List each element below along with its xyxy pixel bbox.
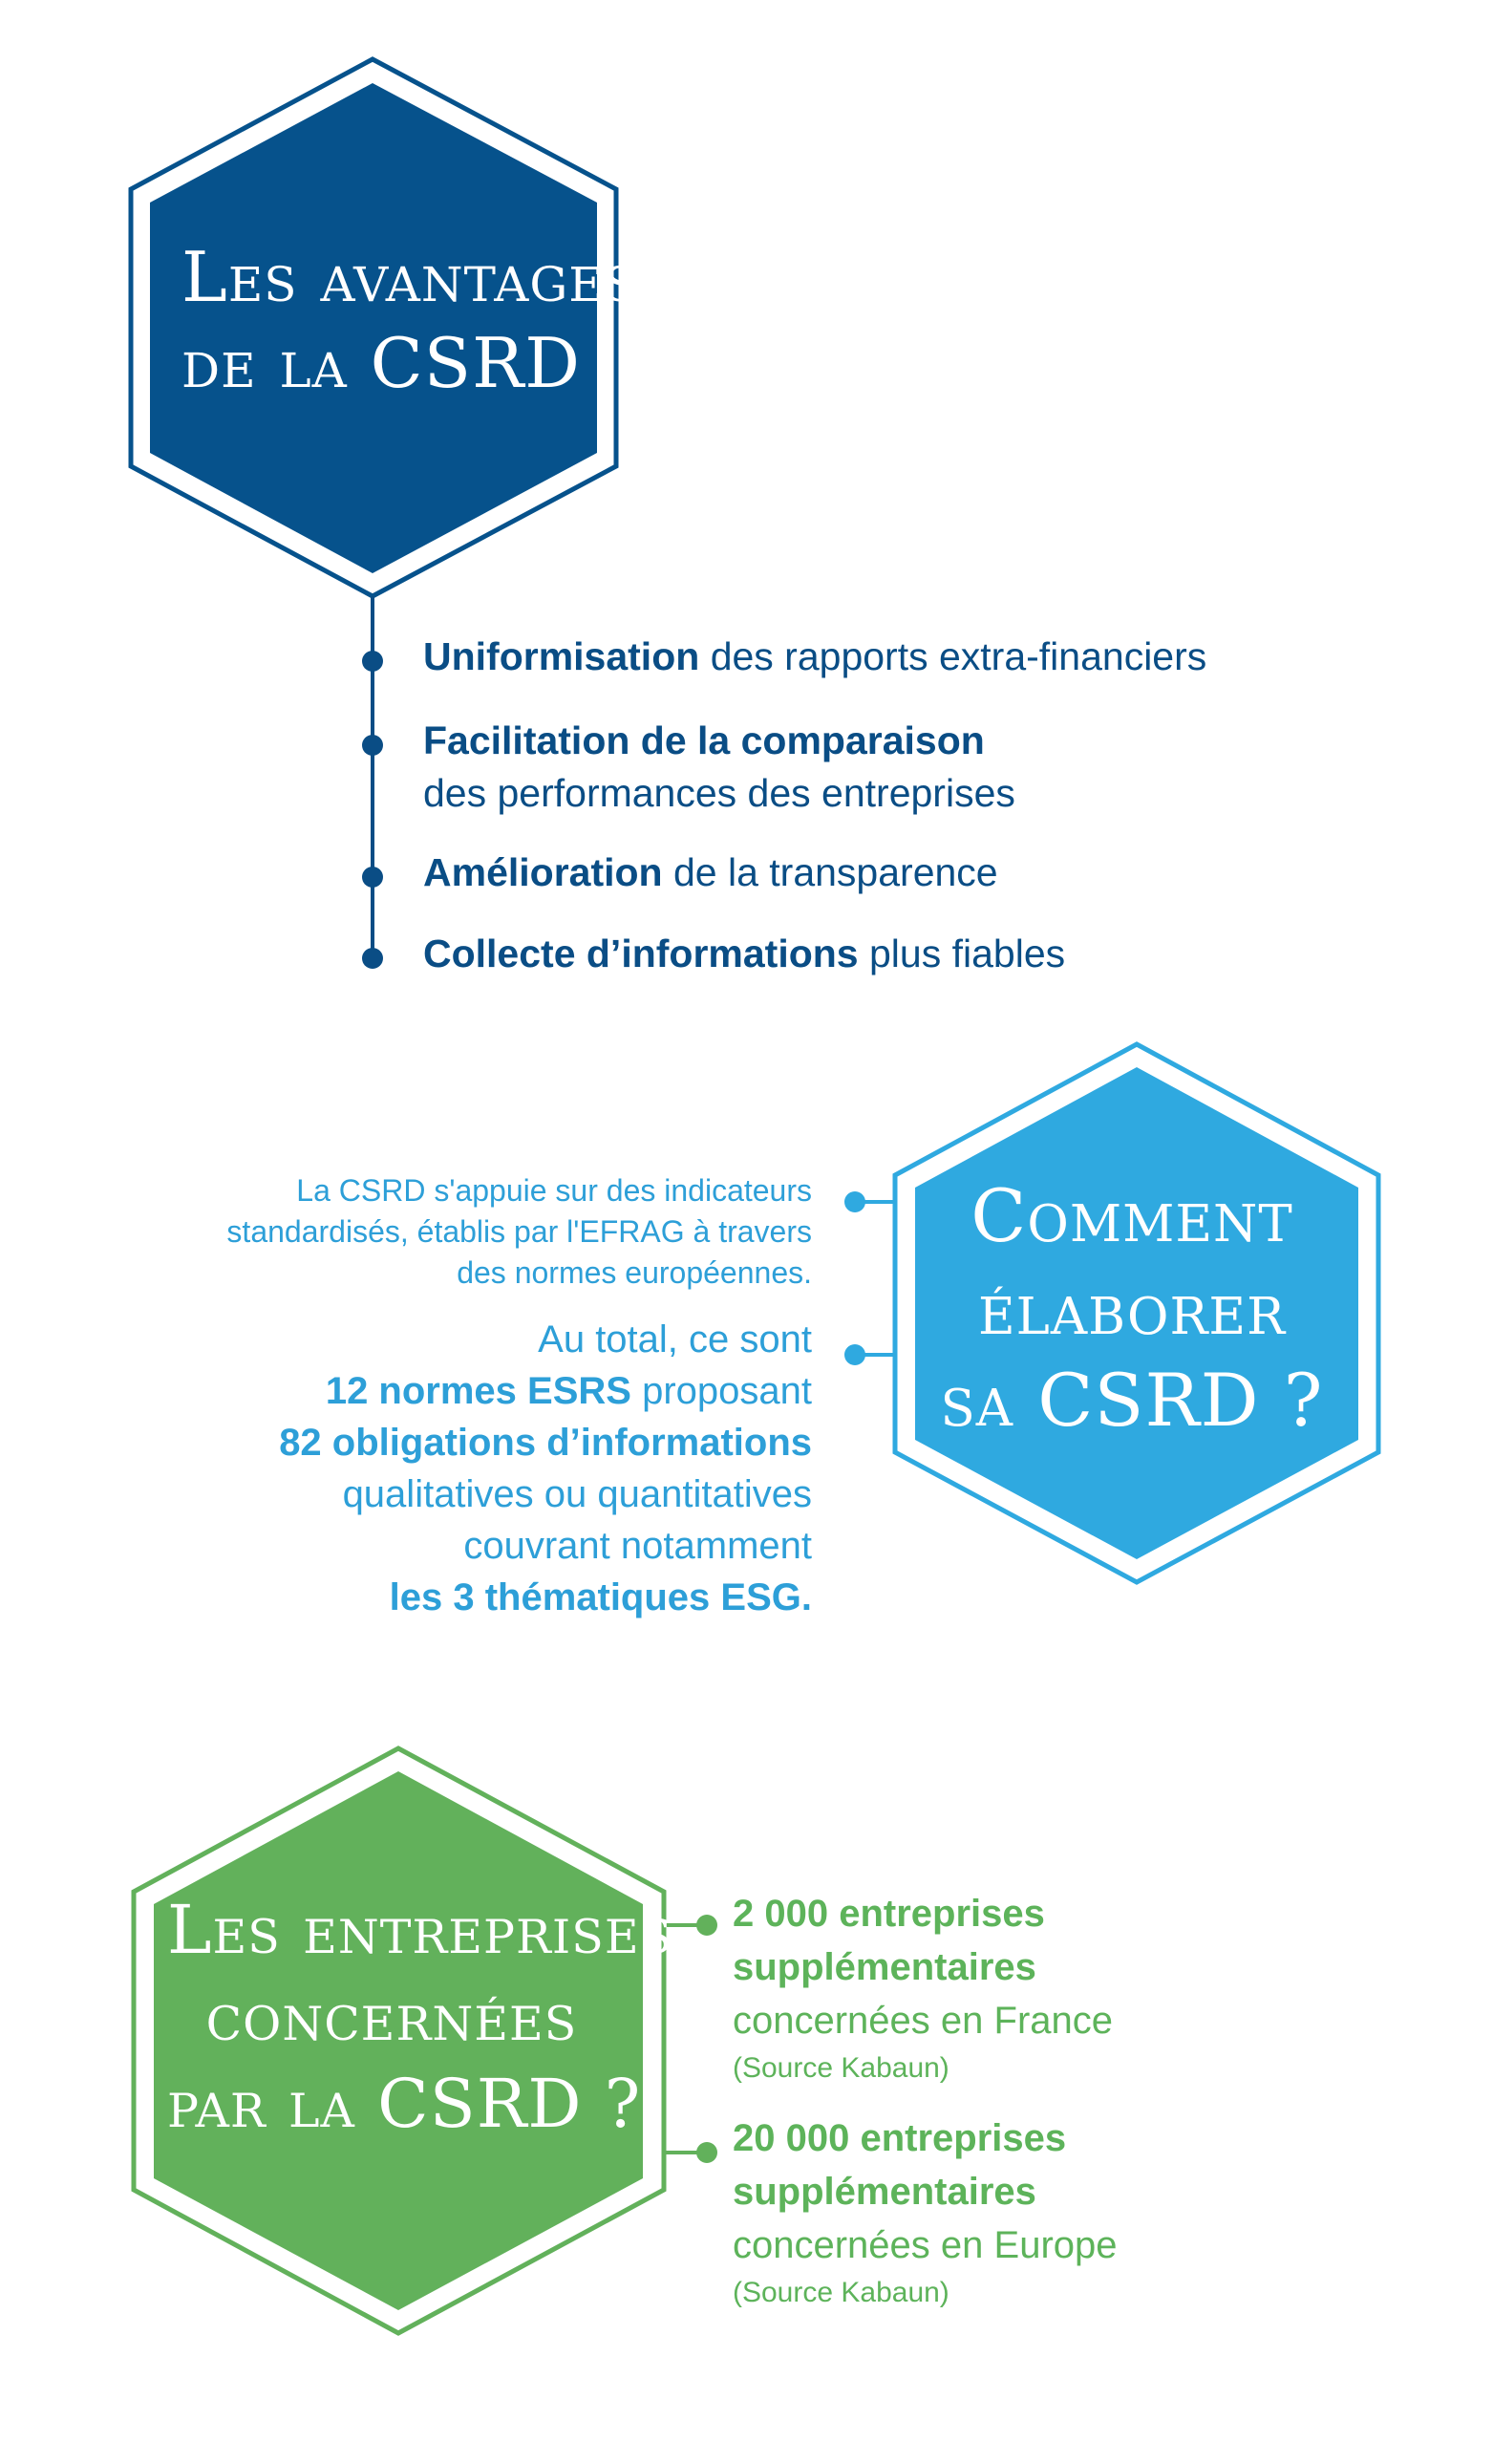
advantage-bold: Uniformisation [423, 634, 700, 678]
esrs-line [279, 1365, 812, 1417]
esrs-line [279, 1572, 812, 1623]
section3-title [167, 1887, 673, 2148]
section2-title-line: élaborer [977, 1265, 1287, 1351]
advantage-item [423, 631, 1206, 683]
esrs-paragraph [279, 1314, 812, 1623]
companies-source: (Source Kabaun) [733, 2052, 949, 2084]
bullet-2a [844, 1191, 865, 1212]
section3-title-line: concernées [205, 1978, 578, 2056]
esrs-line: Au total, ce sont [538, 1318, 812, 1361]
advantage-item [423, 715, 1015, 820]
esg-themes: les 3 thématiques ESG. [389, 1576, 812, 1618]
esrs-line: qualitatives ou quantitatives [342, 1473, 812, 1515]
section1-title-line: Les avantages [181, 237, 639, 317]
companies-qualifier: supplémentaires [733, 1946, 1036, 1988]
bullet-1c [362, 867, 383, 888]
esrs-line [279, 1417, 812, 1468]
esrs-line: couvrant notamment [463, 1525, 812, 1567]
esrs-text: proposant [630, 1370, 812, 1412]
companies-europe [733, 2111, 1118, 2314]
companies-france [733, 1887, 1113, 2089]
bullet-1b [362, 735, 383, 756]
section2-title [931, 1170, 1333, 1447]
advantage-bold: Collecte d’informations [423, 932, 859, 975]
efrag-line: standardisés, établis par l'EFRAG à travers [226, 1214, 812, 1249]
advantage-rest: des rapports extra-financiers [699, 634, 1207, 678]
section3-title-line: Les entreprises [167, 1891, 673, 1969]
section3-title-line: par la CSRD ? [167, 2065, 642, 2143]
advantage-item [423, 928, 1065, 980]
bullet-1a [362, 651, 383, 672]
advantage-second-line: des performances des entreprises [423, 771, 1015, 815]
companies-count: 20 000 entreprises [733, 2117, 1067, 2159]
advantage-rest: de la transparence [662, 850, 998, 894]
section1-title-line: de la CSRD [181, 323, 582, 403]
advantage-bold: Facilitation de la comparaison [423, 718, 985, 762]
bullet-2b [844, 1344, 865, 1365]
efrag-line: La CSRD s'appuie sur des indicateurs [296, 1173, 812, 1208]
section1-title [181, 234, 639, 406]
efrag-paragraph [226, 1170, 812, 1294]
advantage-bold: Amélioration [423, 850, 663, 894]
section2-title-line: sa CSRD ? [940, 1358, 1324, 1444]
companies-count: 2 000 entreprises [733, 1893, 1045, 1935]
advantage-item [423, 846, 998, 899]
bullet-1d [362, 948, 383, 969]
obligations-count: 82 obligations d’informations [279, 1422, 812, 1464]
companies-scope: concernées en Europe [733, 2224, 1118, 2266]
section2-title-line: Comment [970, 1173, 1293, 1258]
advantage-rest: plus fiables [858, 932, 1066, 975]
esrs-count: 12 normes ESRS [325, 1370, 631, 1412]
companies-source: (Source Kabaun) [733, 2277, 949, 2308]
companies-qualifier: supplémentaires [733, 2171, 1036, 2213]
bullet-3b [696, 2142, 717, 2163]
efrag-line: des normes européennes. [457, 1255, 812, 1290]
companies-scope: concernées en France [733, 2000, 1114, 2042]
bullet-3a [696, 1915, 717, 1936]
